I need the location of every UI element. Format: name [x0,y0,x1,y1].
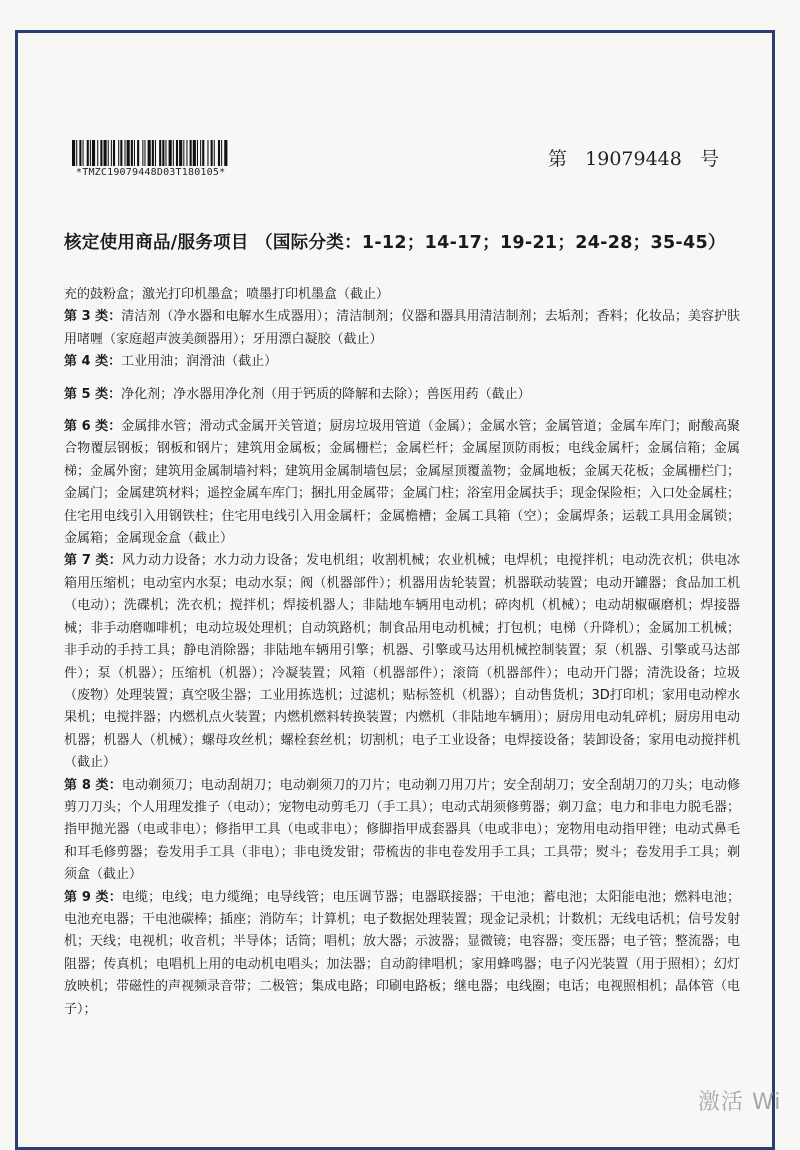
barcode-bar [144,140,145,166]
class-7 [64,550,740,774]
barcode-bar [211,140,213,166]
barcode-bar [108,140,109,166]
class-label: 第 7 类： [64,553,122,569]
barcode [72,140,264,166]
class-items: 净化剂；净水器用净化剂（用于钙质的降解和去除）；兽医用药（截止） [121,386,531,402]
class-8 [64,775,740,887]
barcode-bar [207,140,208,166]
registration-suffix: 号 [699,148,719,170]
class-items: 电动剃须刀；电动刮胡刀；电动剃须刀的刀片；电动剃刀用刀片；安全刮胡刀；安全刮胡刀的刀头；电动修剪刀刀头；个人用理发推子（电动）；宠物电动剪毛刀（手工具）；电动式胡须修剪器；剃刀盒；电力和非电力脱毛器；指甲抛光器（电或非电）；修指甲工具（电或非电）；修脚指甲成套器具（电或非电）；宠物用电动指甲锉；电动式鼻毛和耳毛修剪器；卷发用手工具（非电）；非电烫发钳；带梳齿的非电卷发用手工具；工具带；熨斗；卷发用手工具；剃须盒（截止） [64,777,741,883]
barcode-bar [87,140,89,166]
barcode-bar [137,140,139,166]
class-items: 金属排水管；滑动式金属开关管道；厨房垃圾用管道（金属）；金属水管；金属管道；金属车库门；耐酸高聚合物覆层钢板；钢板和钢片；建筑用金属板；金属栅栏；金属栏杆；金属屋顶防雨板；电线金属杆；金属信箱；金属梯；金属外窗；建筑用金属制墙衬料；建筑用金属制墙包层；金属屋顶覆盖物；金属地板；金属天花板；金属栅栏门；金属门；金属建筑材料；遥控金属车库门；捆扎用金属带；金属门柱；浴室用金属扶手；现金保险柜；入口处金属柱；住宅用电线引入用钢铁柱；住宅用电线引入用金属杆；金属檐槽；金属工具箱（空）；金属焊条；运载工具用金属锁；金属箱；金属现金盒（截止） [64,419,741,547]
barcode-bar [218,140,220,166]
barcode-bar [97,140,98,166]
barcode-bar [118,140,119,166]
barcode-bar [186,140,187,166]
class-items: 风力动力设备；水力动力设备；发电机组；收割机械；农业机械；电焊机；电搅拌机；电动洗衣机；供电冰箱用压缩机；电动室内水泵；电动水泵；阀（机器部件）；机器用齿轮装置；机器联动装置；电动开罐器；食品加工机（电动）；洗碟机；洗衣机；搅拌机；焊接机器人；非陆地车辆用电动机；碎肉机（机械）；电动胡椒碾磨机；焊接器械；非手动磨咖啡机；电动垃圾处理机；自动筑路机；制食品用电动机械；打包机；电梯（升降机）；金属加工机械；非手动的手持工具；静电消除器；非陆地车辆用引擎；机器、引擎或马达用机械控制装置；泵（机器、引擎或马达部件）；泵（机器）；压缩机（机器）；冷凝装置；风箱（机器部件）；滚筒（机器部件）；电动开门器；清洗设备；垃圾（废物）处理装置；真空吸尘器；工业用拣选机；过滤机；贴标签机（机器）；自动售货机；3D打印机；家用电动榨水果机；电搅拌器；内燃机点火装置；内燃机燃料转换装置；内燃机（非陆地车辆用）；厨房用电动轧碎机；厨房用电动机器；机器人（机械）；螺母攻丝机；螺栓套丝机；切割机；电子工业设备；电焊接设备；装卸设备；家用电动搅拌机（截止） [64,553,740,771]
os-activation-watermark: 激活 Wi [698,1090,782,1115]
class-label: 第 6 类： [64,419,122,435]
barcode-bar [111,140,112,166]
intro-line: 充的鼓粉盒；激光打印机墨盒；喷墨打印机墨盒（截止） [64,287,390,302]
barcode-bar [72,140,75,166]
barcode-bar [125,140,126,166]
barcode-bar [214,140,215,166]
class-5 [64,384,740,406]
barcode-bar [173,140,174,166]
registration-number [548,144,719,171]
barcode-bar [202,140,204,166]
page-title: 核定使用商品/服务项目 （国际分类：1-12；14-17；19-21；24-28；35-45） [64,233,726,253]
class-4 [64,351,740,373]
barcode-bar [183,140,184,166]
barcode-bar [76,140,77,166]
barcode-bar [120,140,122,166]
barcode-bar [169,140,172,166]
class-items: 电缆；电线；电力缆绳；电导线管；电压调节器；电器联接器；干电池；蓄电池；太阳能电池；燃料电池；电池充电器；干电池碳棒；插座；消防车；计算机；电子数据处理装置；现金记录机；计数机；无线电话机；信号发射机；天线；电视机；收音机；半导体；话筒；唱机；放大器；示波器；显微镜；电容器；变压器；电子管；整流器；电阻器；传真机；电唱机上用的电动机电唱头；加法器；自动韵律唱机；家用蜂鸣器；电子闪光装置（用于照相）；幻灯放映机；带磁性的声视频录音带；二极管；集成电路；印刷电路板；继电器；电线圈；电话；电视照相机；晶体管（电子）； [64,889,741,1017]
barcode-bar [193,140,196,166]
class-9 [64,887,740,1021]
barcode-bar [159,140,161,166]
class-items: 清洁剂（净水器和电解水生成器用）；清洁制剂；仪器和器具用清洁制剂；去垢剂；香料；化妆品；美容护肤用啫喱（家庭超声波美颜器用）；牙用漂白凝胶（截止） [64,309,740,347]
barcode-bar [104,140,107,166]
class-label: 第 3 类： [64,309,122,325]
class-items: 工业用油；润滑油（截止） [121,354,278,370]
barcode-bar [92,140,95,166]
barcode-bar [131,140,133,166]
barcode-bar [79,140,81,166]
barcode-bar [197,140,198,166]
barcode-bar [83,140,84,166]
class-6 [64,416,740,550]
barcode-bar [127,140,130,166]
barcode-bar [176,140,178,166]
barcode-caption: *TMZC19079448D03T180105* [76,167,226,178]
barcode-bar [148,140,151,166]
barcode-bar [190,140,192,166]
barcode-bar [224,140,227,166]
class-label: 第 4 类： [64,354,122,370]
class-label: 第 9 类： [64,889,122,905]
barcode-bar [221,140,222,166]
registration-number-value: 19079448 [585,148,682,170]
goods-services-list [64,284,740,1021]
barcode-bar [142,140,143,166]
class-label: 第 8 类： [64,777,122,793]
registration-prefix: 第 [548,148,568,170]
barcode-bar [155,140,156,166]
barcode-bar [165,140,166,166]
barcode-bar [152,140,154,166]
class-3 [64,306,740,351]
class-label: 第 5 类： [64,386,122,402]
barcode-bar [113,140,115,166]
barcode-bar [134,140,135,166]
barcode-bar [162,140,164,166]
barcode-bar [100,140,102,166]
barcode-bar [200,140,201,166]
barcode-bar [179,140,182,166]
barcode-bar [90,140,91,166]
